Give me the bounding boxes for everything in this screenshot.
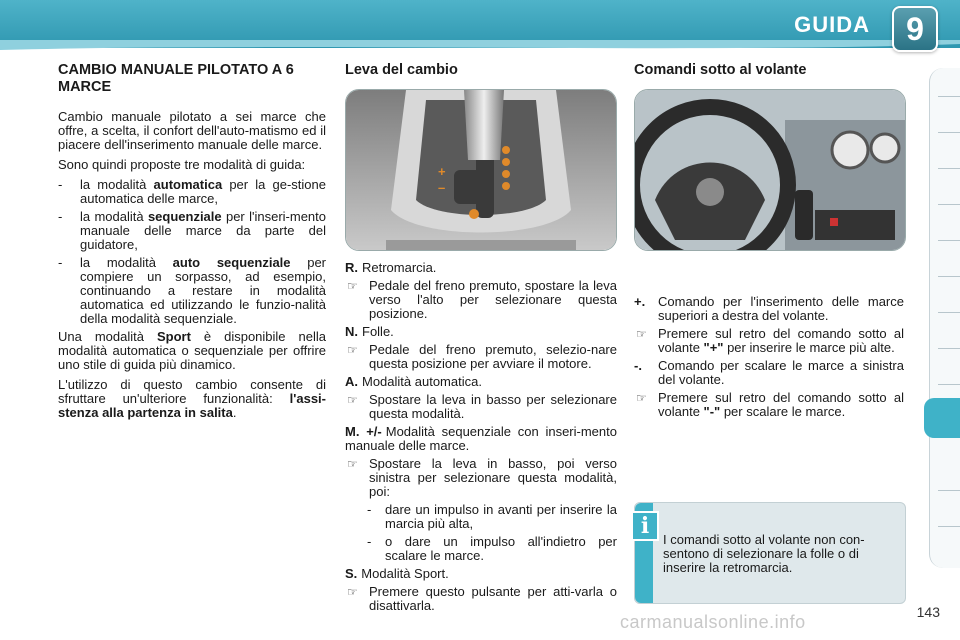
position-a: A. Modalità automatica.	[345, 374, 482, 389]
position-a-hint: ☞ Spostare la leva in basso per selezionare questa modalità.	[347, 392, 617, 421]
header-wave-decoration	[0, 40, 960, 52]
hill-start-paragraph: L'utilizzo di questo cambio consente di sfruttare un'ulteriore funzionalità: l'assi-stenza alla partenza in salita.	[58, 377, 326, 420]
chapter-tabs	[929, 68, 960, 568]
plus-control: +. Comando per l'inserimento delle marce superiori a destra del volante.	[634, 294, 904, 323]
pointing-hand-icon: ☞	[347, 585, 358, 599]
intro-paragraph: Cambio manuale pilotato a sei marce che offre, a scelta, il confort dell'auto-matismo ed il piacere dell'inserimento manuale delle marce.	[58, 109, 326, 152]
gate-minus-label: –	[438, 180, 446, 195]
page-number: 143	[916, 604, 940, 620]
gear-lever-photo	[345, 89, 617, 251]
sport-paragraph: Una modalità Sport è disponibile nella modalità automatica o sequenziale per offrire uno stile di guida più dinamico.	[58, 329, 326, 372]
position-m-sub1: - dare un impulso in avanti per inserire la marcia più alta,	[367, 502, 617, 531]
intro-column	[58, 62, 326, 426]
plus-control-hint: ☞ Premere sul retro del comando sotto al volante "+" per inserire le marce più alte.	[636, 326, 904, 355]
mode-item-sequential: - la modalità sequenziale per l'inseri-mento manuale delle marce da parte del guidatore,	[58, 209, 326, 252]
gear-lever-column	[345, 62, 617, 617]
modes-intro: Sono quindi proposte tre modalità di guida:	[58, 157, 306, 172]
mode-item-auto-sequential: - la modalità auto sequenziale per compiere un sorpasso, ad esempio, continuando a restare in modalità automatica ed utilizzando le funzio-nalità della modalità sequenziale.	[58, 255, 327, 326]
gear-lever-title: Leva del cambio	[345, 62, 458, 78]
steering-controls-column	[634, 62, 904, 423]
section-title: GUIDA	[794, 12, 870, 37]
position-s-hint: ☞ Premere questo pulsante per atti-varla o disattivarla.	[347, 584, 617, 613]
watermark: carmanualsonline.info	[620, 612, 806, 632]
position-n: N. Folle.	[345, 324, 394, 339]
info-icon: i	[631, 511, 659, 541]
pointing-hand-icon: ☞	[347, 343, 358, 357]
chapter-number-badge: 9	[892, 6, 938, 52]
main-title: CAMBIO MANUALE PILOTATO A 6 MARCE	[58, 62, 294, 95]
position-n-hint: ☞ Pedale del freno premuto, selezio-nare questa posizione per avviare il motore.	[347, 342, 617, 371]
pointing-hand-icon: ☞	[347, 457, 358, 471]
gate-plus-label: +	[438, 164, 446, 179]
steering-wheel-photo	[634, 89, 906, 251]
position-m-hint: ☞ Spostare la leva in basso, poi verso sinistra per selezionare questa modalità, poi:	[347, 456, 617, 499]
position-m-sub2: - o dare un impulso all'indietro per scalare le marce.	[367, 534, 617, 563]
mode-item-automatic: - la modalità automatica per la ge-stione automatica delle marce,	[58, 177, 326, 206]
pointing-hand-icon: ☞	[347, 393, 358, 407]
pointing-hand-icon: ☞	[636, 327, 647, 341]
info-text: I comandi sotto al volante non con-sentono di selezionare la folle o di inserire la retromarcia.	[663, 532, 865, 575]
pointing-hand-icon: ☞	[347, 279, 358, 293]
minus-control: -. Comando per scalare le marce a sinistra del volante.	[634, 358, 904, 387]
position-m: M. +/- Modalità sequenziale con inseri-mento manuale delle marce.	[345, 424, 617, 453]
position-r-hint: ☞ Pedale del freno premuto, spostare la leva verso l'alto per selezionare questa posizione.	[347, 278, 617, 321]
position-r: R. Retromarcia.	[345, 260, 437, 275]
pointing-hand-icon: ☞	[636, 391, 647, 405]
position-s: S. Modalità Sport.	[345, 566, 449, 581]
steering-controls-title: Comandi sotto al volante	[634, 62, 807, 78]
info-box	[634, 502, 906, 604]
active-chapter-tab[interactable]	[924, 398, 960, 438]
minus-control-hint: ☞ Premere sul retro del comando sotto al volante "-" per scalare le marce.	[636, 390, 904, 419]
